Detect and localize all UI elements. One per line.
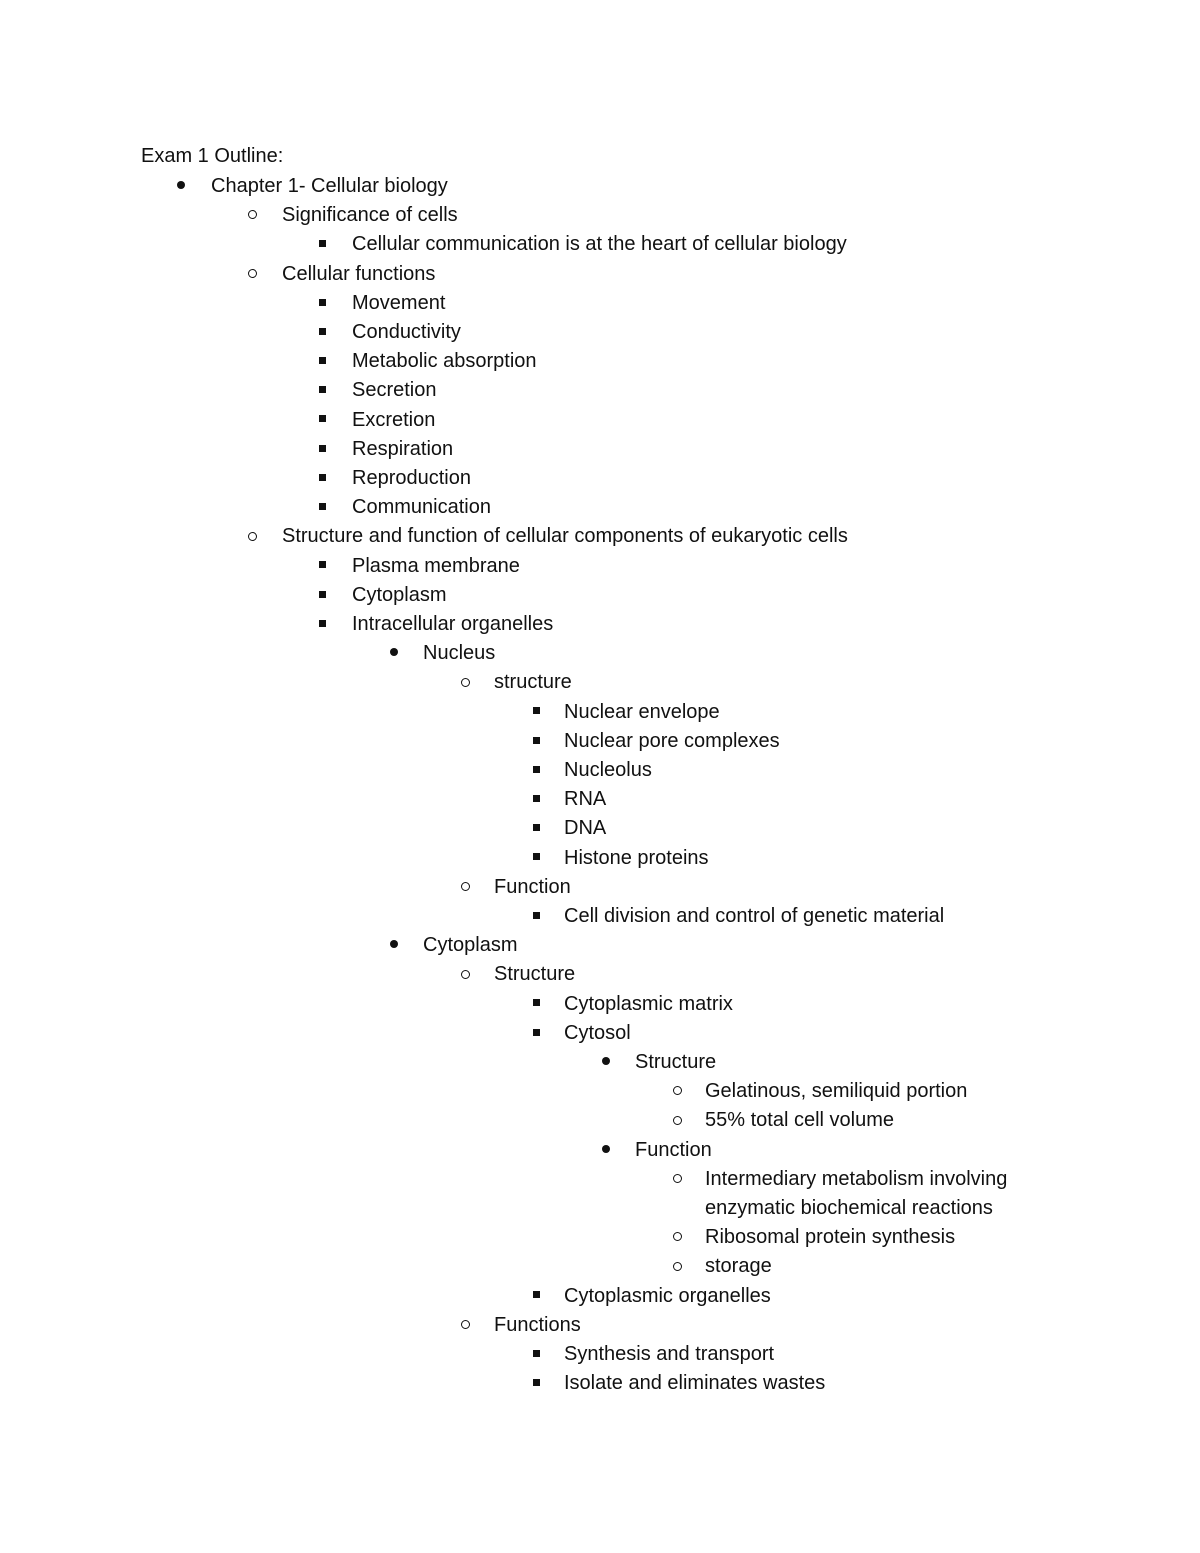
bullet-marker bbox=[521, 1282, 551, 1311]
outline-item-text: Intracellular organelles bbox=[352, 613, 554, 635]
outline-item-text: Structure bbox=[494, 963, 576, 986]
outline-item-text: Chapter 1- Cellular biology bbox=[211, 175, 448, 197]
outline-item bbox=[0, 318, 1200, 347]
bullet-square-icon bbox=[319, 386, 326, 393]
outline-item-text: Cytoplasmic matrix bbox=[564, 992, 733, 1015]
bullet-marker bbox=[521, 1019, 551, 1048]
outline-item bbox=[0, 406, 1200, 435]
outline-item-text: Structure bbox=[635, 1051, 717, 1073]
outline-item bbox=[0, 668, 1200, 697]
bullet-circle-icon bbox=[461, 970, 470, 979]
page-title: Exam 1 Outline: bbox=[141, 145, 284, 167]
bullet-marker bbox=[521, 727, 551, 756]
outline-item bbox=[0, 464, 1200, 493]
bullet-marker bbox=[591, 1136, 621, 1165]
bullet-dot-icon bbox=[602, 1145, 610, 1153]
outline-item-text: Intermediary metabolism involving bbox=[705, 1167, 1008, 1190]
bullet-marker bbox=[521, 1369, 551, 1398]
bullet-marker bbox=[521, 785, 551, 814]
outline-item bbox=[0, 493, 1200, 522]
bullet-circle-icon bbox=[673, 1174, 682, 1183]
outline-item-text: DNA bbox=[564, 817, 607, 840]
bullet-marker bbox=[521, 902, 551, 931]
bullet-square-icon bbox=[533, 707, 540, 714]
outline-item-text: Secretion bbox=[352, 379, 437, 402]
bullet-square-icon bbox=[533, 1291, 540, 1298]
bullet-marker bbox=[379, 639, 409, 668]
bullet-marker bbox=[166, 172, 196, 201]
outline-item bbox=[0, 1369, 1200, 1398]
bullet-marker bbox=[307, 464, 337, 493]
bullet-square-icon bbox=[319, 328, 326, 335]
bullet-circle-icon bbox=[673, 1116, 682, 1125]
outline-item-text: Significance of cells bbox=[282, 204, 458, 227]
outline-item bbox=[0, 1077, 1200, 1106]
outline-item-text: Nucleus bbox=[423, 642, 496, 665]
outline-item bbox=[0, 1252, 1200, 1281]
outline-item bbox=[0, 1282, 1200, 1311]
outline-item bbox=[0, 435, 1200, 464]
bullet-circle-icon bbox=[461, 1320, 470, 1329]
bullet-marker bbox=[307, 435, 337, 464]
outline-item-text: storage bbox=[705, 1255, 772, 1278]
outline-item bbox=[0, 844, 1200, 873]
outline-item-text: Cellular communication is at the heart of cellular biology bbox=[352, 233, 847, 256]
outline-item bbox=[0, 931, 1200, 960]
outline-item bbox=[0, 1340, 1200, 1369]
outline-item-text: Function bbox=[635, 1138, 712, 1161]
bullet-square-icon bbox=[533, 824, 540, 831]
bullet-marker bbox=[450, 1311, 480, 1340]
outline-item bbox=[0, 347, 1200, 376]
outline-item bbox=[0, 902, 1200, 931]
bullet-marker bbox=[450, 668, 480, 697]
outline-item bbox=[0, 522, 1200, 551]
outline-item bbox=[0, 376, 1200, 405]
outline-item bbox=[0, 1019, 1200, 1048]
outline-item-text: Nuclear envelope bbox=[564, 700, 720, 723]
bullet-square-icon bbox=[533, 999, 540, 1006]
bullet-square-icon bbox=[533, 1379, 540, 1386]
bullet-marker bbox=[307, 610, 337, 639]
outline-item-text: Structure and function of cellular components of eukaryotic cells bbox=[282, 525, 848, 548]
outline-item-text: Respiration bbox=[352, 437, 454, 460]
bullet-marker bbox=[237, 522, 267, 551]
bullet-marker bbox=[237, 260, 267, 289]
outline-item-text: Plasma membrane bbox=[352, 554, 520, 577]
bullet-square-icon bbox=[319, 620, 326, 627]
bullet-circle-icon bbox=[248, 210, 257, 219]
outline-item-text: Ribosomal protein synthesis bbox=[705, 1226, 956, 1249]
outline-item-text: Histone proteins bbox=[564, 846, 709, 869]
outline-item-text: Synthesis and transport bbox=[564, 1343, 775, 1365]
bullet-square-icon bbox=[319, 415, 326, 422]
outline-item bbox=[0, 289, 1200, 318]
outline-item bbox=[0, 1223, 1200, 1252]
bullet-square-icon bbox=[319, 591, 326, 598]
bullet-circle-icon bbox=[248, 532, 257, 541]
bullet-marker bbox=[307, 230, 337, 259]
outline-item bbox=[0, 552, 1200, 581]
bullet-marker bbox=[307, 581, 337, 610]
bullet-square-icon bbox=[533, 737, 540, 744]
bullet-square-icon bbox=[533, 766, 540, 773]
outline-item-text: Reproduction bbox=[352, 467, 471, 489]
bullet-marker bbox=[307, 552, 337, 581]
outline-item-text: Nucleolus bbox=[564, 759, 652, 781]
bullet-dot-icon bbox=[390, 940, 398, 948]
bullet-marker bbox=[307, 493, 337, 522]
outline-item-text: Cytosol bbox=[564, 1021, 631, 1044]
outline-item bbox=[0, 960, 1200, 989]
outline-item-text: Metabolic absorption bbox=[352, 350, 537, 373]
outline-item bbox=[0, 1311, 1200, 1340]
bullet-marker bbox=[591, 1048, 621, 1077]
bullet-dot-icon bbox=[390, 648, 398, 656]
outline-item bbox=[0, 727, 1200, 756]
outline-item bbox=[0, 172, 1200, 201]
bullet-marker bbox=[450, 873, 480, 902]
outline-item-text: Cytoplasm bbox=[423, 934, 518, 957]
outline-item-text: Cytoplasm bbox=[352, 583, 447, 606]
outline-item-text: Movement bbox=[352, 291, 446, 314]
outline-item bbox=[0, 698, 1200, 727]
outline-item-text: Function bbox=[494, 875, 571, 898]
outline-item-text: Nuclear pore complexes bbox=[564, 729, 780, 752]
bullet-square-icon bbox=[319, 299, 326, 306]
bullet-dot-icon bbox=[177, 181, 185, 189]
outline-item-text: RNA bbox=[564, 788, 607, 811]
bullet-square-icon bbox=[533, 1350, 540, 1357]
outline-item-text: enzymatic biochemical reactions bbox=[705, 1197, 993, 1219]
outline-item bbox=[0, 201, 1200, 230]
bullet-square-icon bbox=[533, 912, 540, 919]
outline-item bbox=[0, 756, 1200, 785]
bullet-square-icon bbox=[319, 240, 326, 247]
bullet-marker bbox=[307, 347, 337, 376]
bullet-marker bbox=[450, 960, 480, 989]
bullet-marker bbox=[307, 376, 337, 405]
bullet-marker bbox=[307, 318, 337, 347]
bullet-square-icon bbox=[533, 795, 540, 802]
outline-item bbox=[0, 639, 1200, 668]
bullet-circle-icon bbox=[673, 1086, 682, 1095]
outline-item-text: Gelatinous, semiliquid portion bbox=[705, 1080, 968, 1103]
outline-item bbox=[0, 814, 1200, 843]
outline-item-text: Isolate and eliminates wastes bbox=[564, 1372, 826, 1395]
outline-item bbox=[0, 1165, 1200, 1194]
bullet-circle-icon bbox=[673, 1262, 682, 1271]
bullet-circle-icon bbox=[461, 678, 470, 687]
outline-item bbox=[0, 785, 1200, 814]
bullet-marker bbox=[662, 1165, 692, 1194]
bullet-marker bbox=[662, 1252, 692, 1281]
bullet-marker bbox=[307, 406, 337, 435]
bullet-square-icon bbox=[319, 561, 326, 568]
bullet-square-icon bbox=[319, 445, 326, 452]
outline-item-text: Functions bbox=[494, 1313, 581, 1336]
bullet-circle-icon bbox=[248, 269, 257, 278]
outline-item bbox=[0, 260, 1200, 289]
outline-item bbox=[0, 1194, 1200, 1223]
bullet-square-icon bbox=[533, 853, 540, 860]
outline-item bbox=[0, 1048, 1200, 1077]
bullet-marker bbox=[521, 1340, 551, 1369]
outline-item-text: structure bbox=[494, 671, 572, 694]
bullet-square-icon bbox=[319, 474, 326, 481]
bullet-marker bbox=[662, 1106, 692, 1135]
bullet-marker bbox=[379, 931, 409, 960]
outline-item bbox=[0, 610, 1200, 639]
outline-item bbox=[0, 990, 1200, 1019]
bullet-square-icon bbox=[319, 357, 326, 364]
outline-item-text: Cytoplasmic organelles bbox=[564, 1284, 771, 1307]
bullet-square-icon bbox=[319, 503, 326, 510]
bullet-marker bbox=[521, 844, 551, 873]
bullet-circle-icon bbox=[673, 1232, 682, 1241]
outline-item bbox=[0, 581, 1200, 610]
outline-item-text: Cellular functions bbox=[282, 262, 436, 285]
bullet-marker bbox=[521, 698, 551, 727]
bullet-marker bbox=[662, 1223, 692, 1252]
outline-item bbox=[0, 1106, 1200, 1135]
outline-item-text: 55% total cell volume bbox=[705, 1109, 894, 1132]
bullet-marker bbox=[521, 814, 551, 843]
outline-item-text: Cell division and control of genetic material bbox=[564, 905, 945, 927]
bullet-circle-icon bbox=[461, 882, 470, 891]
bullet-marker bbox=[307, 289, 337, 318]
bullet-marker bbox=[237, 201, 267, 230]
bullet-square-icon bbox=[533, 1029, 540, 1036]
bullet-marker bbox=[521, 756, 551, 785]
bullet-marker bbox=[521, 990, 551, 1019]
outline-item-text: Conductivity bbox=[352, 321, 461, 343]
outline-item bbox=[0, 230, 1200, 259]
bullet-marker bbox=[662, 1077, 692, 1106]
outline-item bbox=[0, 873, 1200, 902]
bullet-dot-icon bbox=[602, 1057, 610, 1065]
outline-item bbox=[0, 1136, 1200, 1165]
outline-item-text: Communication bbox=[352, 496, 491, 519]
outline-item-text: Excretion bbox=[352, 408, 436, 431]
